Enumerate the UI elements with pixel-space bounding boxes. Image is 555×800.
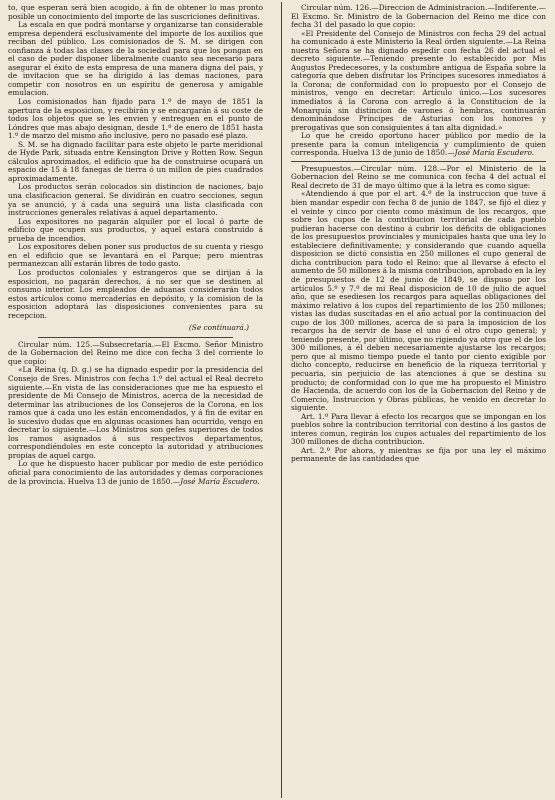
article-1: Art. 1.º Para llevar á efecto los recargos que se impongan en los pueblos sobre la contribucion territorial con destino á los gastos de interes comun, regirán los cupos actuales del repartimiento de los 300 millones de dicha contribucion. (291, 411, 546, 447)
circular-126-decree: «El Presidente del Consejo de Ministros con fecha 29 del actual ha comunicado á este Ministerio la Real órden siguiente.—La Reina nuestra Señora se ha dignado espedir con fecha 26 del actual el decreto siguiente.—Teniendo presente lo establecido por Mis Augustos Predecesores, y la costumbre antigua de España sobre la categoría que deben disfrutar los Príncipes sucesores inmediatos á la Corona; de conformidad con lo propuesto por el Consejo de ministros, vengo en decretar: Artículo único.—Los sucesores inmediatos á la Corona con arreglo á la Constitucion de la Monarquía sin distincion de varones ó hembras, continuarán denominándose Príncipes de Asturias con los honores y prerogativas que son consiguientes á tan alta dignidad.» (291, 28, 546, 132)
circular-125-heading: Circular núm. 125.—Subsecretaría.—El Excmo. Señor Ministro de la Gobernacion del Reino me dice con fecha 3 del corriente lo que copio: (8, 339, 263, 366)
article-2: Art. 2.º Por ahora, y mientras se fija por una ley el máximo permanente de las cantidades que (291, 445, 546, 464)
column-divider (281, 2, 282, 798)
paragraph: Los expositores deben poner sus productos de su cuenta y riesgo en el edificio que se levantará en el Parque; pero mientras permanezcan allí estarán libres de todo gasto. (8, 242, 263, 269)
circular-128-decree: «Atendiendo á que por el art. 4.º de la instruccion que tuve á bien mandar espedir con fecha 8 de junio de 1847, se fijó el diez y el veinte y cinco por ciento como máximun de los recargos, que sobre los cupos de la contribucion territorial de cada pueblo pudieran hacerse con destino á cubrir los déficits de obligaciones de los presupuestos provinciales y municipales hasta que una ley lo estableciere definitivamente; y considerando que cuando aquella disposicion se dictó consistia en 250 millones el cupo general de dicha contribucion para todo el Reino: que al llevarse á efecto el aumento de 50 millones á la misma contribucion, aprobado en la ley de presupuestos de 12 de junio de 1849, se dispuso por los artículos 5.º y 7.º de mi Real disposicion de 10 de julio de aquel año, que se esediesen los recargos para aquellas obligaciones del máximo relativo á los cupos del repartimiento de los 250 millones; vistas las dudas suscitadas en el año actual por la continuacion del cupo de los 300 millones, acerca de si para la imposicion de los recargos ha de servir de base el uno ó el otro cupo general; y teniendo presente, por último, que no rigiendo ya otro que el de los 300 millones, á él deben necesariamente ajustarse los recargos; pero que al mismo tiempo puede el tanto por ciento exigible por dicho concepto, reducirse en beneficio de la riqueza territorial y pecuaria, sin perjuicio de las atenciones á que se destina su producto; de conformidad con lo que me ha propuesto el Ministro de Hacienda, de acuerdo con los de la Gobernacion del Reino y de Comercio, Instruccion y Obras públicas, he venido en decretar lo siguiente. (291, 189, 546, 413)
paragraph: S. M. se ha dignado facilitar para este objeto le parte meridional de Hyde Park, situada entre Kensington Drive y Rotten Row. Segun cálculos aproximados, el edificio que ha de construirse ocupará un espacio de 15 á 18 fanegas de tierra ó un millon de pies cuadrados aproximadamente. (8, 139, 263, 183)
continued-note: (Se continuará.) (188, 323, 249, 333)
circular-125-closing: Lo que he dispuesto hacer publicar por medio de este periódico oficial para conocimiento de las autoridades y demas corporaciones de la provincia. Huelva 13 de junio de 1850.—José María Escudero. (8, 459, 263, 486)
paragraph: to, que esperan será bien acogido, á fin de obtener lo mas pronto posible un conocimiento del importe de las suscriciones definitivas. (8, 3, 263, 21)
circular-128-heading: Presupuestos.—Circular núm. 128.—Por el Ministerio de la Gobernacion del Reino se me comunica con fecha 4 del actual el Real decreto de 31 de mayo último que á la letra es como sigue: (291, 163, 546, 190)
paragraph: Los comisionados han fijado para 1.º de mayo de 1851 la apertura de la esposicion, y recibirán y se encargarán á su coste de todos los objetos que se les envien y entreguen en el punto de Lóndres que mas abajo designan, desde 1.º de enero de 1851 hasta 1.º de marzo del mismo año inclusive, pero no pasado esé plazo. (8, 97, 263, 141)
circular-126-heading: Circular núm. 126.—Direccion de Administracion.—Indiferente.—El Excmo. Sr. Ministro de la Gobernacion del Reino me dice con fecha 31 del pasado lo que copio: (291, 3, 546, 30)
paragraph: Los expositores no pagarán alquiler por el local ó parte de edificio que ocupen sus productos, y aquel estará construido á prueba de incendios. (8, 216, 263, 243)
signature: José María Escudero. (180, 476, 260, 486)
circular-126-closing: Lo que he creido oportuno hacer público por medio de la presente para la comun inteligencia y cumplimiento de quien corresponda. Huelva 13 de junio de 1850.—José María Escudero. (291, 131, 546, 158)
signature: José María Escudero. (454, 148, 535, 158)
right-column (291, 4, 546, 464)
paragraph: Los productos serán colocados sin distincion de naciones, bajo una clasificacion general. Se dividirán en cuatro secciones, segun ya se anunció, y á cada una seguirá una lista clasificada con instrucciones generales relativas á aquel departamento. (8, 182, 263, 218)
circular-125-decree: «La Reina (q. D. g.) se ha dignado espedir por la presidencia del Consejo de Sres. Ministros con fecha 1.º del actual el Real decreto siguiente.—En vista de las consideraciones que me ha espuesto el presidente de Mi Consejo de Ministros, acerca de la necesidad de determinar las atribuciones de los Consejeros de la Corona, en los ramos que á cada uno les están encomendados, y á fin de evitar en lo sucesivo dudas que en algunas ocasiones han ocurrido, vengo en decretar lo siguiente.—Los Ministros son gefes superiores de todos los ramos asignados á sus respectivos departamentos, correspondiéndoles en este concepto la autoridad y atribuciones propias de aquel cargo. (8, 365, 263, 460)
section-divider (38, 337, 233, 338)
section-divider (291, 161, 546, 162)
paragraph: La escala en que podrá montarse y organizarse tan considerable empresa dependerá esclusivamente del importe de los auxilios que reciban del público. Los comisionados de S. M. se dirigen con confianza á todas las clases de la sociedad para que los pongan en el caso de poder disponer liberalmente cuanto sea necesario para asegurar el éxito de esta empresa de una manera digna del pais, y de invitacion que se ha dirigido á las demas naciones, para competir con nosotros en un espíritu de generosa y amigable emulacion. (8, 20, 263, 98)
paragraph: Los productos coloniales y estrangeros que se dirijan á la esposicion, no pagarán derechos, á no ser que se destinen al consumo interior. Los empleados de aduanas considerarán todos estos artículos como mercaderías en depósito, y la comision de la esposicion adoptará las disposiciones convenientes para su recepcion. (8, 267, 263, 320)
left-column (8, 4, 263, 486)
